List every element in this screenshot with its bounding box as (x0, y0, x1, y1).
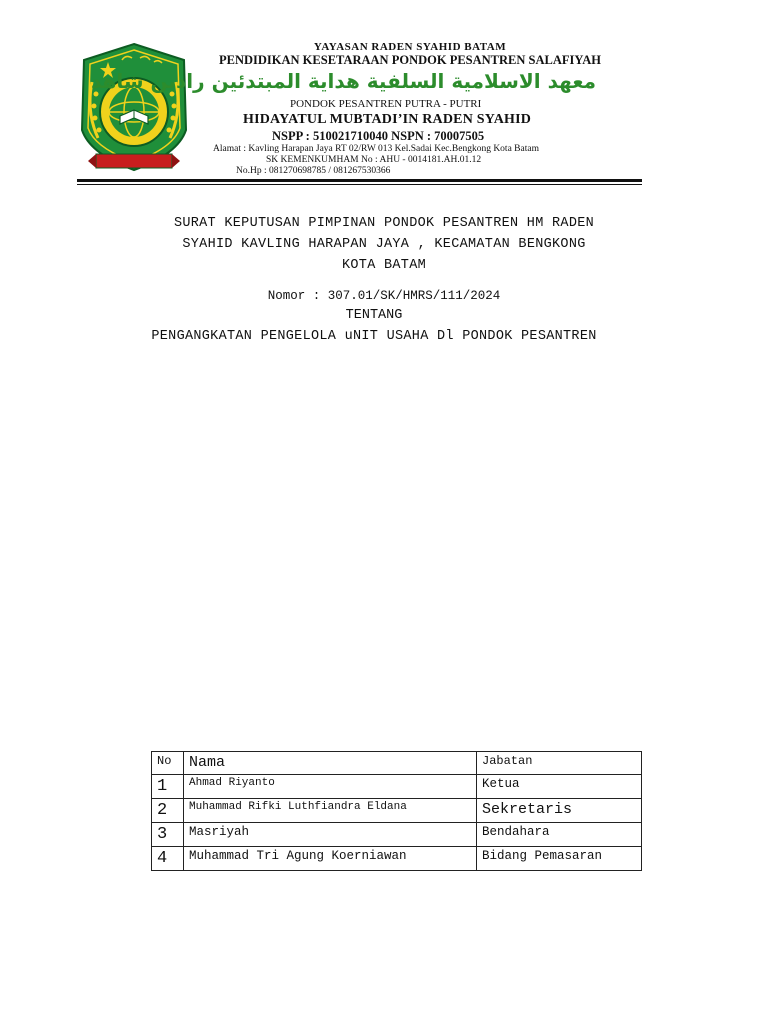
row-jabatan: Ketua (477, 775, 642, 799)
row-nama: Muhammad Tri Agung Koerniawan (184, 847, 477, 871)
row-nama: Ahmad Riyanto (184, 775, 477, 799)
header-jabatan: Jabatan (477, 752, 642, 775)
table-row (152, 823, 642, 847)
table-row (152, 847, 642, 871)
letterhead-divider-thin (77, 184, 642, 185)
row-no: 1 (152, 775, 184, 799)
sk-kemenkumham-line: SK KEMENKUMHAM No : AHU - 0014181.AH.01.12 (266, 155, 482, 165)
letterhead (0, 0, 768, 190)
row-jabatan: Bendahara (477, 823, 642, 847)
title-line-1: SURAT KEPUTUSAN PIMPINAN PONDOK PESANTREN HM RADEN (173, 216, 595, 231)
pondok-name: HIDAYATUL MUBTADI’IN RADEN SYAHID (243, 112, 532, 127)
row-no: 4 (152, 847, 184, 871)
header-nama: Nama (184, 752, 477, 775)
row-no: 3 (152, 823, 184, 847)
tentang-label: TENTANG (345, 308, 403, 323)
table-row (152, 775, 642, 799)
table-header-row (152, 752, 642, 775)
header-no: No (152, 752, 184, 775)
table-row (152, 799, 642, 823)
row-no: 2 (152, 799, 184, 823)
row-jabatan: Sekretaris (477, 799, 642, 823)
letterhead-divider-thick (77, 179, 642, 182)
row-nama: Masriyah (184, 823, 477, 847)
putra-putri-line: PONDOK PESANTREN PUTRA - PUTRI (290, 98, 482, 110)
arabic-name: معهد الاسلامية السلفية هداية المبتدئين رادين شاهد (90, 69, 596, 93)
decree-title (100, 213, 668, 276)
pesantren-logo (78, 42, 190, 182)
phone-line: No.Hp : 081270698785 / 081267530366 (236, 166, 391, 176)
title-line-2: SYAHID KAVLING HARAPAN JAYA , KECAMATAN BENGKONG (182, 237, 586, 252)
members-table (151, 751, 642, 871)
title-line-3: KOTA BATAM (341, 258, 426, 273)
yayasan-name: YAYASAN RADEN SYAHID BATAM (313, 41, 507, 53)
alamat-line: Alamat : Kavling Harapan Jaya RT 02/RW 013 Kel.Sadai Kec.Bengkong Kota Batam (213, 144, 539, 154)
decree-subject: PENGANGKATAN PENGELOLA uNIT USAHA Dl PONDOK PESANTREN (151, 329, 597, 344)
decree-number: Nomor : 307.01/SK/HMRS/111/2024 (267, 289, 501, 303)
pendidikan-line: PENDIDIKAN KESETARAAN PONDOK PESANTREN SALAFIYAH (219, 53, 601, 67)
nspp-line: NSPP : 510021710040 NSPN : 70007505 (272, 129, 485, 143)
row-jabatan: Bidang Pemasaran (477, 847, 642, 871)
row-nama: Muhammad Rifki Luthfiandra Eldana (184, 799, 477, 823)
